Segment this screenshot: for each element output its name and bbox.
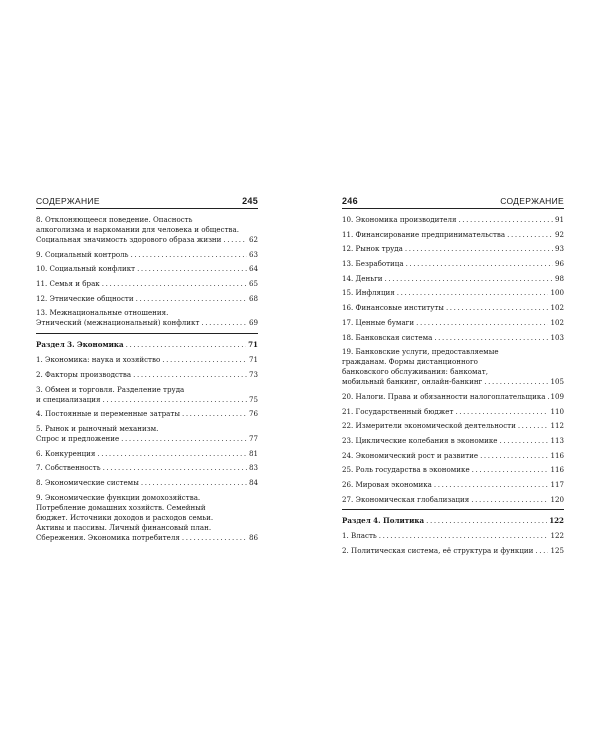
toc-entry-line: 6. Конкуренция	[36, 448, 96, 458]
toc-entry[interactable]	[36, 449, 258, 459]
toc-entry-row	[36, 279, 258, 289]
toc-page-number: 91	[554, 215, 564, 224]
toc-entry[interactable]	[342, 451, 564, 461]
toc-entry[interactable]	[342, 421, 564, 431]
section-divider	[342, 509, 564, 510]
toc-entry[interactable]	[342, 407, 564, 417]
toc-page-number: 71	[248, 355, 258, 365]
toc-entry-row	[36, 340, 258, 350]
toc-entry-row	[36, 235, 258, 245]
toc-entry[interactable]	[36, 355, 258, 365]
toc-entry[interactable]	[36, 409, 258, 419]
dot-leader	[182, 533, 247, 543]
toc-page-number: 71	[248, 340, 258, 350]
toc-entry-row	[342, 392, 564, 402]
toc-section-heading[interactable]	[342, 516, 564, 526]
toc-page-number: 81	[248, 448, 258, 458]
toc-page-number: 73	[248, 369, 258, 379]
toc-entry[interactable]	[342, 244, 564, 254]
toc-entry-row	[342, 495, 564, 505]
dot-leader	[446, 303, 549, 313]
toc-entry[interactable]	[342, 230, 564, 240]
toc-entry[interactable]	[342, 259, 564, 269]
dot-leader	[416, 318, 548, 328]
toc-entry[interactable]	[342, 531, 564, 541]
toc-entry[interactable]	[342, 546, 564, 556]
toc-page-number: 62	[248, 235, 258, 244]
toc-entry-row	[36, 463, 258, 473]
toc-entry-row	[342, 230, 564, 240]
toc-list	[342, 215, 564, 556]
toc-page-number: 120	[550, 494, 564, 504]
toc-entry-line: 20. Налоги. Права и обязанности налогоплательщика	[342, 391, 546, 401]
toc-page-number: 92	[554, 229, 564, 239]
dot-leader	[426, 516, 547, 526]
toc-entry[interactable]	[342, 495, 564, 505]
toc-page-number: 112	[550, 421, 564, 431]
toc-page-number: 96	[554, 259, 564, 269]
toc-entry-line: 1. Экономика: наука и хозяйство	[36, 355, 161, 365]
toc-entry-line: мобильный банкинг, онлайн-банкинг	[342, 377, 483, 387]
dot-leader	[385, 274, 553, 284]
dot-leader	[182, 409, 247, 419]
toc-section-heading[interactable]	[36, 340, 258, 350]
toc-page-number: 86	[248, 532, 258, 542]
toc-page-number: 84	[248, 477, 258, 487]
toc-entry-row	[36, 409, 258, 419]
toc-entry-line: 14. Деньги	[342, 273, 383, 283]
toc-entry-line: Этнический (межнациональный) конфликт	[36, 318, 200, 328]
toc-page-number: 102	[550, 303, 564, 313]
toc-entry-line: 4. Постоянные и переменные затраты	[36, 409, 180, 419]
toc-entry-row	[342, 407, 564, 417]
toc-entry-row	[36, 449, 258, 459]
dot-leader	[201, 318, 247, 328]
toc-entry-line: банковского обслуживания: банкомат,	[342, 367, 488, 377]
toc-entry[interactable]	[36, 279, 258, 289]
toc-entry-line: Раздел 4. Политика	[342, 516, 425, 526]
toc-page-number: 122	[549, 516, 564, 526]
toc-page-number: 102	[550, 317, 564, 327]
toc-page-number: 105	[550, 377, 564, 387]
toc-entry-row	[342, 259, 564, 269]
toc-entry[interactable]	[342, 347, 564, 387]
toc-entry-line: гражданам. Формы дистанционного	[342, 357, 478, 367]
toc-entry[interactable]	[342, 274, 564, 284]
toc-page-number: 110	[550, 406, 564, 416]
toc-page-number: 68	[248, 293, 258, 303]
toc-entry-line: Потребление домашних хозяйств. Семейный	[36, 502, 206, 512]
dot-leader	[223, 235, 247, 245]
toc-entry[interactable]	[342, 318, 564, 328]
toc-entry-row	[36, 533, 258, 543]
toc-entry-row	[36, 294, 258, 304]
toc-entry-line: Сбережения. Экономика потребителя	[36, 532, 180, 542]
dot-leader	[480, 451, 548, 461]
toc-entry-line: 13. Межнациональные отношения.	[36, 308, 169, 318]
toc-entry-line: 11. Финансирование предпринимательства	[342, 229, 506, 239]
toc-entry-line: 16. Финансовые институты	[342, 303, 444, 313]
running-head	[36, 194, 258, 209]
toc-entry-line: 12. Рынок труда	[342, 244, 403, 254]
dot-leader	[126, 340, 247, 350]
toc-entry-line: 25. Роль государства в экономике	[342, 465, 470, 475]
toc-entry-row	[36, 355, 258, 365]
toc-entry-row	[342, 244, 564, 254]
toc-entry-row	[342, 531, 564, 541]
toc-entry[interactable]	[36, 370, 258, 380]
toc-entry-line: 12. Этнические общности	[36, 293, 134, 303]
toc-page-number: 100	[550, 288, 564, 298]
toc-entry[interactable]	[342, 480, 564, 490]
toc-entry-line: 8. Отклоняющееся поведение. Опасность	[36, 215, 193, 224]
toc-entry-line: 26. Мировая экономика	[342, 480, 432, 489]
toc-entry-line: 18. Банковская система	[342, 332, 433, 342]
toc-entry-line: 10. Экономика производителя	[342, 215, 457, 224]
toc-entry[interactable]	[36, 463, 258, 473]
toc-entry-row	[342, 274, 564, 284]
dot-leader	[406, 259, 553, 269]
toc-entry[interactable]	[342, 333, 564, 343]
dot-leader	[121, 434, 247, 444]
toc-entry-line: 24. Экономический рост и развитие	[342, 450, 479, 460]
toc-entry-line: 8. Экономические системы	[36, 477, 139, 487]
toc-page-number: 122	[550, 531, 564, 541]
toc-page-number: 125	[550, 546, 564, 556]
toc-entry[interactable]	[36, 424, 258, 444]
dot-leader	[472, 465, 549, 475]
toc-entry-row	[342, 288, 564, 298]
dot-leader	[131, 250, 247, 260]
page-number: 245	[242, 196, 258, 206]
toc-entry-line: 22. Измерители экономической деятельности	[342, 421, 516, 431]
dot-leader	[507, 230, 553, 240]
toc-entry-row	[342, 318, 564, 328]
toc-entry-line: 15. Инфляция	[342, 288, 395, 298]
toc-entry[interactable]	[36, 250, 258, 260]
toc-entry-line: Спрос и предложение	[36, 433, 120, 443]
dot-leader	[405, 244, 553, 254]
toc-entry[interactable]	[36, 478, 258, 488]
toc-entry-line: 2. Факторы производства	[36, 369, 132, 379]
dot-leader	[379, 531, 549, 541]
toc-entry-row	[342, 436, 564, 446]
toc-entry-line: и специализация	[36, 394, 101, 404]
toc-page-number: 83	[248, 463, 258, 473]
section-divider	[36, 333, 258, 334]
toc-entry-line: 9. Экономические функции домохозяйства.	[36, 492, 201, 502]
toc-entry-line: Активы и пассивы. Личный финансовый план.	[36, 522, 212, 532]
toc-page-number: 64	[248, 264, 258, 274]
toc-entry-row	[36, 250, 258, 260]
toc-entry[interactable]	[342, 215, 564, 225]
dot-leader	[97, 449, 247, 459]
toc-page-number: 75	[248, 394, 258, 404]
dot-leader	[137, 264, 247, 274]
toc-entry-line: 10. Социальный конфликт	[36, 264, 136, 274]
toc-entry-line: 23. Циклические колебания в экономике	[342, 435, 498, 445]
dot-leader	[518, 421, 549, 431]
toc-page-number: 77	[248, 433, 258, 443]
running-head	[342, 194, 564, 209]
toc-page-number: 117	[550, 480, 564, 489]
toc-entry[interactable]	[36, 264, 258, 274]
toc-entry[interactable]	[342, 288, 564, 298]
toc-entry-row	[342, 451, 564, 461]
toc-entry[interactable]	[36, 215, 258, 245]
dot-leader	[136, 294, 247, 304]
toc-page-number: 63	[248, 249, 258, 259]
toc-entry-line: 21. Государственный бюджет	[342, 406, 454, 416]
dot-leader	[548, 392, 549, 402]
toc-entry-line: 1. Власть	[342, 531, 377, 541]
toc-entry-line: 5. Рынок и рыночный механизм.	[36, 423, 159, 433]
toc-entry-line: Социальная значимость здорового образа жизни	[36, 235, 222, 244]
toc-entry[interactable]	[342, 303, 564, 313]
toc-entry-row	[342, 377, 564, 387]
dot-leader	[535, 546, 548, 556]
toc-entry-line: 3. Обмен и торговля. Разделение труда	[36, 384, 185, 394]
toc-entry[interactable]	[342, 392, 564, 402]
toc-entry-line: алкоголизма и наркомании для человека и общества.	[36, 225, 239, 234]
toc-entry-line: 11. Семья и брак	[36, 279, 100, 289]
dot-leader	[471, 495, 548, 505]
toc-page-number: 103	[550, 332, 564, 342]
toc-page-number: 113	[550, 435, 564, 445]
dot-leader	[141, 478, 247, 488]
toc-entry-line: 27. Экономическая глобализация	[342, 494, 470, 504]
dot-leader	[103, 395, 247, 405]
toc-entry-line: 17. Ценные бумаги	[342, 317, 415, 327]
toc-entry-line: бюджет. Источники доходов и расходов семьи.	[36, 512, 214, 522]
toc-entry-line: 19. Банковские услуги, предоставляемые	[342, 347, 499, 357]
dot-leader	[455, 407, 548, 417]
toc-entry[interactable]	[342, 465, 564, 475]
toc-entry-row	[342, 215, 564, 225]
toc-entry-row	[342, 516, 564, 526]
toc-entry-row	[342, 480, 564, 490]
toc-entry-row	[36, 318, 258, 328]
toc-entry-row	[342, 333, 564, 343]
dot-leader	[133, 370, 247, 380]
toc-entry-row	[342, 421, 564, 431]
toc-page-number: 116	[550, 450, 564, 460]
dot-leader	[484, 377, 548, 387]
toc-entry-row	[342, 303, 564, 313]
dot-leader	[434, 480, 549, 490]
toc-entry-row	[36, 395, 258, 405]
toc-entry-row	[36, 434, 258, 444]
dot-leader	[434, 333, 548, 343]
toc-entry[interactable]	[36, 308, 258, 328]
dot-leader	[102, 279, 247, 289]
toc-entry-row	[36, 264, 258, 274]
header-title: СОДЕРЖАНИЕ	[36, 196, 100, 206]
page-number: 246	[342, 196, 358, 206]
left-page	[36, 194, 258, 547]
dot-leader	[397, 288, 549, 298]
dot-leader	[103, 463, 247, 473]
toc-entry-line: 2. Политическая система, её структура и функции	[342, 546, 534, 556]
toc-page-number: 98	[554, 273, 564, 283]
dot-leader	[458, 215, 553, 225]
dot-leader	[500, 436, 549, 446]
toc-entry-line: 7. Собственность	[36, 463, 101, 473]
toc-entry[interactable]	[36, 385, 258, 405]
toc-entry-row	[342, 465, 564, 475]
toc-page-number: 93	[554, 244, 564, 254]
toc-entry-row	[36, 370, 258, 380]
toc-page-number: 76	[248, 409, 258, 419]
toc-entry-row	[342, 546, 564, 556]
header-title: СОДЕРЖАНИЕ	[500, 196, 564, 206]
toc-entry[interactable]	[36, 294, 258, 304]
toc-entry-line: 13. Безработица	[342, 259, 404, 269]
toc-entry-row	[36, 478, 258, 488]
toc-entry-line: 9. Социальный контроль	[36, 249, 129, 259]
toc-entry-line: Раздел 3. Экономика	[36, 340, 124, 350]
toc-entry[interactable]	[342, 436, 564, 446]
toc-entry[interactable]	[36, 493, 258, 543]
toc-page-number: 109	[550, 391, 564, 401]
toc-list	[36, 215, 258, 543]
dot-leader	[162, 355, 247, 365]
right-page	[342, 194, 564, 561]
toc-page-number: 65	[248, 279, 258, 289]
toc-page-number: 116	[550, 465, 564, 475]
toc-page-number: 69	[248, 318, 258, 328]
